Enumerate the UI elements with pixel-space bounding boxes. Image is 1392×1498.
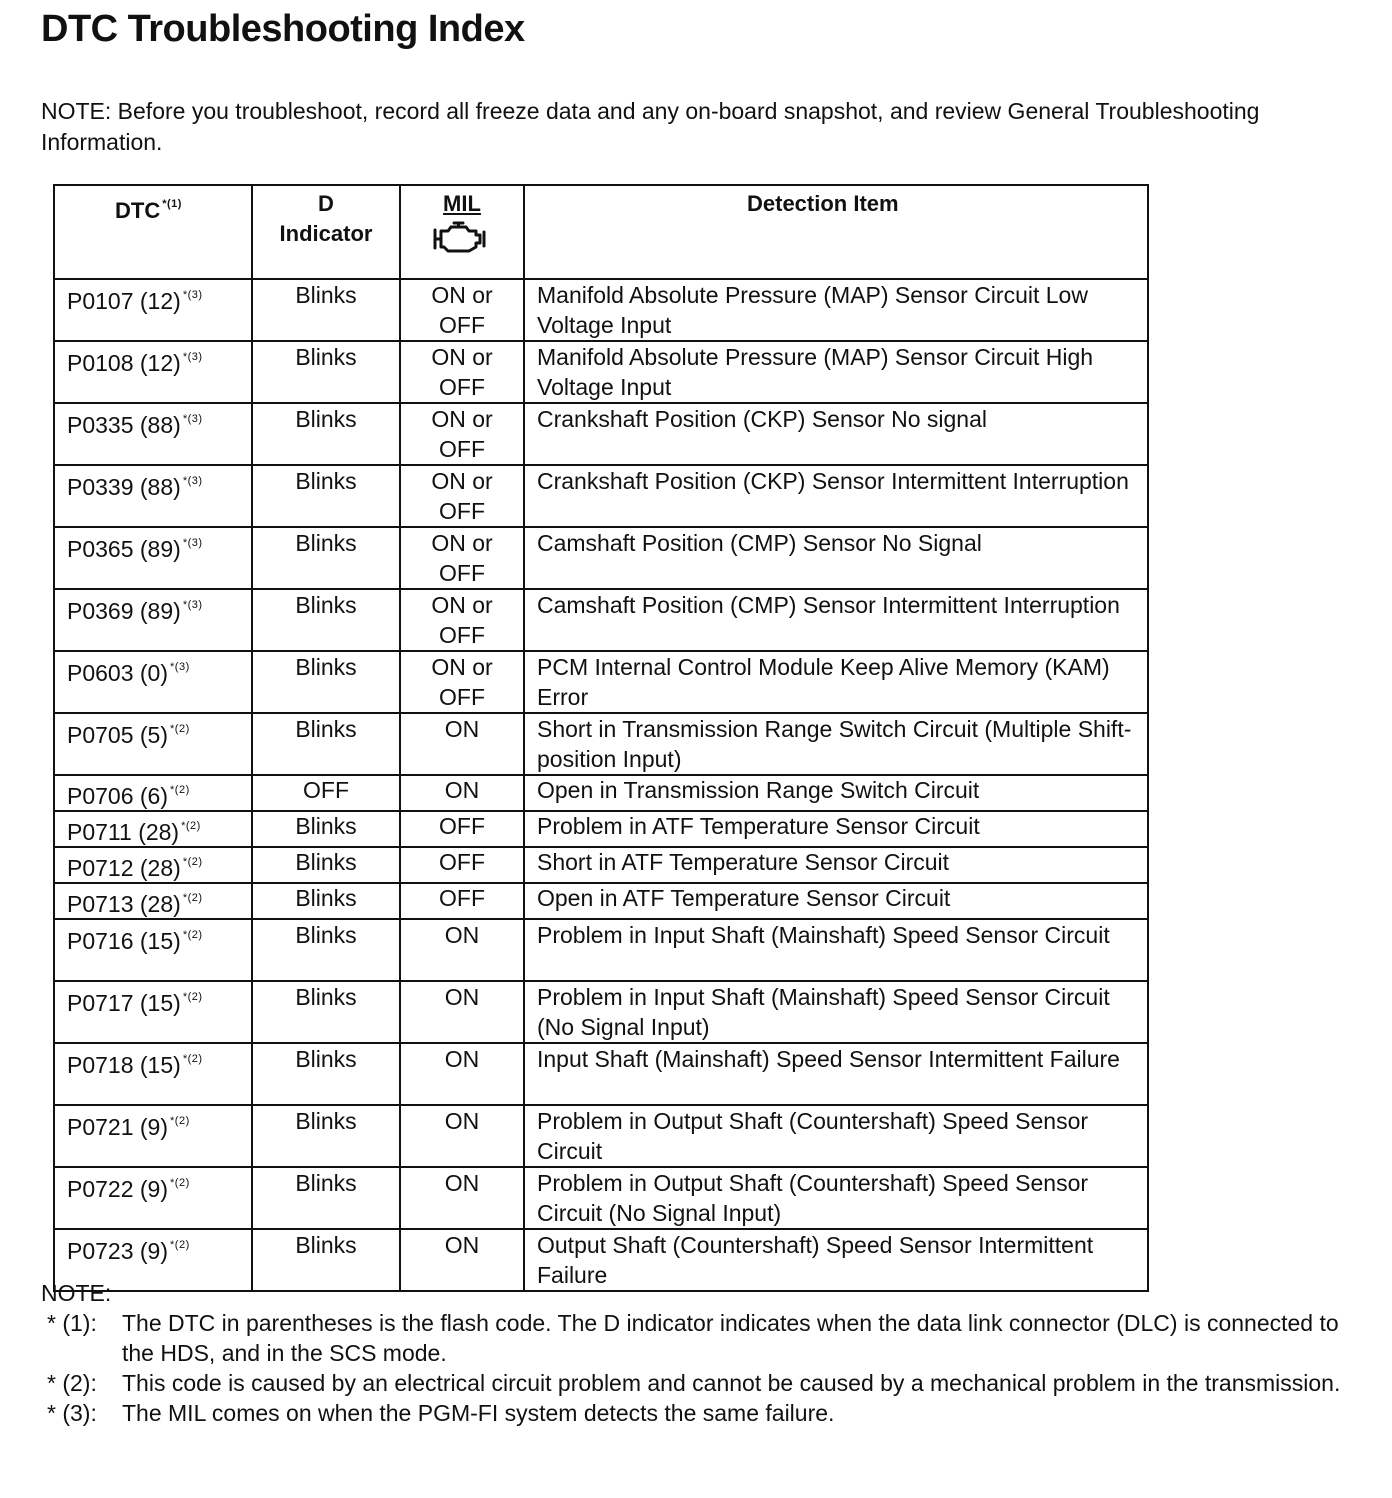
dtc-cell — [54, 1105, 252, 1167]
dtc-code: P0721 (9) — [67, 1114, 169, 1140]
dtc-code: P0365 (89) — [67, 536, 181, 562]
table-header-row — [54, 185, 1148, 279]
detection-item-cell: Manifold Absolute Pressure (MAP) Sensor Circuit Low Voltage Input — [524, 279, 1148, 341]
table-row — [54, 527, 1148, 589]
dtc-cell — [54, 465, 252, 527]
table-row — [54, 589, 1148, 651]
d-indicator-cell: Blinks — [252, 1105, 400, 1167]
footnote-key: * (1): — [47, 1310, 97, 1336]
d-indicator-cell: Blinks — [252, 465, 400, 527]
dtc-code: P0339 (88) — [67, 474, 181, 500]
dtc-code: P0717 (15) — [67, 990, 181, 1016]
header-dtc-label: DTC — [115, 198, 161, 223]
footnote-1 — [41, 1308, 1351, 1368]
detection-item-cell: Input Shaft (Mainshaft) Speed Sensor Intermittent Failure — [524, 1043, 1148, 1105]
dtc-code: P0603 (0) — [67, 660, 169, 686]
dtc-cell — [54, 1167, 252, 1229]
detection-item-cell: Camshaft Position (CMP) Sensor No Signal — [524, 527, 1148, 589]
detection-item-cell: Crankshaft Position (CKP) Sensor Intermittent Interruption — [524, 465, 1148, 527]
dtc-cell — [54, 847, 252, 883]
engine-icon — [432, 221, 492, 255]
dtc-footnote-ref: *(3) — [182, 475, 203, 487]
table-row — [54, 279, 1148, 341]
dtc-cell — [54, 527, 252, 589]
mil-cell: ON — [400, 1105, 524, 1167]
dtc-footnote-ref: *(2) — [170, 1115, 190, 1127]
dtc-footnote-ref: *(3) — [182, 289, 203, 301]
table-row — [54, 341, 1148, 403]
header-dtc-footnote-ref: *(1) — [162, 198, 182, 210]
dtc-code: P0712 (28) — [67, 855, 181, 881]
dtc-cell — [54, 279, 252, 341]
mil-cell: ON or OFF — [400, 589, 524, 651]
table-row — [54, 651, 1148, 713]
table-row — [54, 919, 1148, 981]
dtc-cell — [54, 981, 252, 1043]
dtc-cell — [54, 341, 252, 403]
detection-item-cell: Short in Transmission Range Switch Circuit (Multiple Shift-position Input) — [524, 713, 1148, 775]
d-indicator-cell: Blinks — [252, 651, 400, 713]
d-indicator-cell: Blinks — [252, 1229, 400, 1291]
dtc-footnote-ref: *(2) — [182, 892, 203, 904]
table-row — [54, 1167, 1148, 1229]
mil-cell: OFF — [400, 847, 524, 883]
footnote-key: * (2): — [47, 1370, 97, 1396]
header-detection-item: Detection Item — [524, 185, 1148, 279]
footnote-text: The MIL comes on when the PGM-FI system detects the same failure. — [122, 1400, 835, 1426]
dtc-footnote-ref: *(3) — [170, 661, 190, 673]
header-dtc — [54, 185, 252, 279]
dtc-cell — [54, 403, 252, 465]
d-indicator-cell: Blinks — [252, 403, 400, 465]
detection-item-cell: Short in ATF Temperature Sensor Circuit — [524, 847, 1148, 883]
table-row — [54, 847, 1148, 883]
mil-cell: OFF — [400, 883, 524, 919]
d-indicator-cell: Blinks — [252, 279, 400, 341]
mil-cell: ON or OFF — [400, 527, 524, 589]
dtc-code: P0723 (9) — [67, 1238, 169, 1264]
detection-item-cell: Open in ATF Temperature Sensor Circuit — [524, 883, 1148, 919]
dtc-footnote-ref: *(2) — [182, 1053, 203, 1065]
d-indicator-cell: Blinks — [252, 981, 400, 1043]
detection-item-cell: Problem in Output Shaft (Countershaft) Speed Sensor Circuit — [524, 1105, 1148, 1167]
detection-item-cell: Problem in Input Shaft (Mainshaft) Speed Sensor Circuit — [524, 919, 1148, 981]
header-mil — [400, 185, 524, 279]
table-row — [54, 1043, 1148, 1105]
footnote-3 — [41, 1398, 1351, 1428]
detection-item-cell: Manifold Absolute Pressure (MAP) Sensor Circuit High Voltage Input — [524, 341, 1148, 403]
d-indicator-cell: Blinks — [252, 527, 400, 589]
dtc-footnote-ref: *(2) — [182, 991, 203, 1003]
header-d-label: D — [318, 191, 334, 216]
dtc-footnote-ref: *(3) — [182, 599, 203, 611]
dtc-cell — [54, 775, 252, 811]
table-row — [54, 403, 1148, 465]
mil-cell: ON or OFF — [400, 279, 524, 341]
intro-note: NOTE: Before you troubleshoot, record all freeze data and any on-board snapshot, and review General Troubleshooting Information. — [41, 98, 1260, 155]
dtc-footnote-ref: *(2) — [182, 929, 203, 941]
dtc-footnote-ref: *(3) — [182, 351, 203, 363]
dtc-footnote-ref: *(2) — [170, 1177, 190, 1189]
detection-item-cell: Problem in Output Shaft (Countershaft) Speed Sensor Circuit (No Signal Input) — [524, 1167, 1148, 1229]
table-row — [54, 883, 1148, 919]
dtc-code: P0108 (12) — [67, 350, 181, 376]
mil-cell: ON or OFF — [400, 403, 524, 465]
detection-item-cell: Camshaft Position (CMP) Sensor Intermittent Interruption — [524, 589, 1148, 651]
footnote-text: This code is caused by an electrical circuit problem and cannot be caused by a mechanical problem in the transmission. — [122, 1370, 1341, 1396]
table-row — [54, 713, 1148, 775]
dtc-code: P0706 (6) — [67, 783, 169, 809]
footnote-2 — [41, 1368, 1351, 1398]
d-indicator-cell: Blinks — [252, 713, 400, 775]
detection-item-cell: PCM Internal Control Module Keep Alive Memory (KAM) Error — [524, 651, 1148, 713]
dtc-footnote-ref: *(3) — [182, 413, 203, 425]
mil-cell: ON — [400, 981, 524, 1043]
footnotes — [41, 1278, 1351, 1428]
dtc-code: P0711 (28) — [67, 819, 180, 845]
footnote-text: The DTC in parentheses is the flash code. The D indicator indicates when the data link connector (DLC) is connected to the HDS, and in the SCS mode. — [122, 1310, 1339, 1366]
table-row — [54, 1105, 1148, 1167]
dtc-code: P0107 (12) — [67, 288, 181, 314]
dtc-footnote-ref: *(2) — [170, 1239, 190, 1251]
dtc-code: P0718 (15) — [67, 1052, 181, 1078]
table-row — [54, 811, 1148, 847]
mil-cell: ON — [400, 713, 524, 775]
detection-item-cell: Crankshaft Position (CKP) Sensor No signal — [524, 403, 1148, 465]
d-indicator-cell: Blinks — [252, 1167, 400, 1229]
table-row — [54, 775, 1148, 811]
d-indicator-cell: Blinks — [252, 589, 400, 651]
dtc-code: P0713 (28) — [67, 891, 181, 917]
header-d-indicator — [252, 185, 400, 279]
dtc-code: P0716 (15) — [67, 928, 181, 954]
dtc-cell — [54, 1043, 252, 1105]
dtc-code: P0335 (88) — [67, 412, 181, 438]
mil-cell: ON or OFF — [400, 651, 524, 713]
d-indicator-cell: Blinks — [252, 883, 400, 919]
detection-item-cell: Open in Transmission Range Switch Circuit — [524, 775, 1148, 811]
dtc-cell — [54, 589, 252, 651]
mil-cell: ON — [400, 1167, 524, 1229]
table-row — [54, 981, 1148, 1043]
d-indicator-cell: OFF — [252, 775, 400, 811]
d-indicator-cell: Blinks — [252, 847, 400, 883]
dtc-cell — [54, 919, 252, 981]
detection-item-cell: Problem in ATF Temperature Sensor Circuit — [524, 811, 1148, 847]
dtc-cell — [54, 651, 252, 713]
dtc-footnote-ref: *(3) — [182, 537, 203, 549]
mil-cell: OFF — [400, 811, 524, 847]
dtc-code: P0722 (9) — [67, 1176, 169, 1202]
header-mil-label: MIL — [443, 191, 481, 216]
dtc-table — [53, 184, 1149, 1292]
mil-cell: ON or OFF — [400, 341, 524, 403]
mil-cell: ON — [400, 1043, 524, 1105]
mil-cell: ON — [400, 919, 524, 981]
dtc-footnote-ref: *(2) — [181, 820, 201, 832]
header-indicator-label: Indicator — [279, 221, 373, 246]
dtc-cell — [54, 713, 252, 775]
d-indicator-cell: Blinks — [252, 341, 400, 403]
dtc-code: P0705 (5) — [67, 722, 169, 748]
dtc-cell — [54, 883, 252, 919]
dtc-cell — [54, 811, 252, 847]
dtc-code: P0369 (89) — [67, 598, 181, 624]
detection-item-cell: Problem in Input Shaft (Mainshaft) Speed Sensor Circuit (No Signal Input) — [524, 981, 1148, 1043]
d-indicator-cell: Blinks — [252, 1043, 400, 1105]
mil-cell: ON or OFF — [400, 465, 524, 527]
detection-item-cell: Output Shaft (Countershaft) Speed Sensor Intermittent Failure — [524, 1229, 1148, 1291]
dtc-footnote-ref: *(2) — [170, 723, 190, 735]
dtc-footnote-ref: *(2) — [170, 784, 190, 796]
d-indicator-cell: Blinks — [252, 919, 400, 981]
d-indicator-cell: Blinks — [252, 811, 400, 847]
footnote-key: * (3): — [47, 1400, 97, 1426]
dtc-footnote-ref: *(2) — [182, 856, 203, 868]
page-title: DTC Troubleshooting Index — [41, 8, 525, 50]
footnotes-heading: NOTE: — [41, 1280, 112, 1306]
mil-cell: ON — [400, 775, 524, 811]
mil-cell: ON — [400, 1229, 524, 1291]
table-row — [54, 465, 1148, 527]
